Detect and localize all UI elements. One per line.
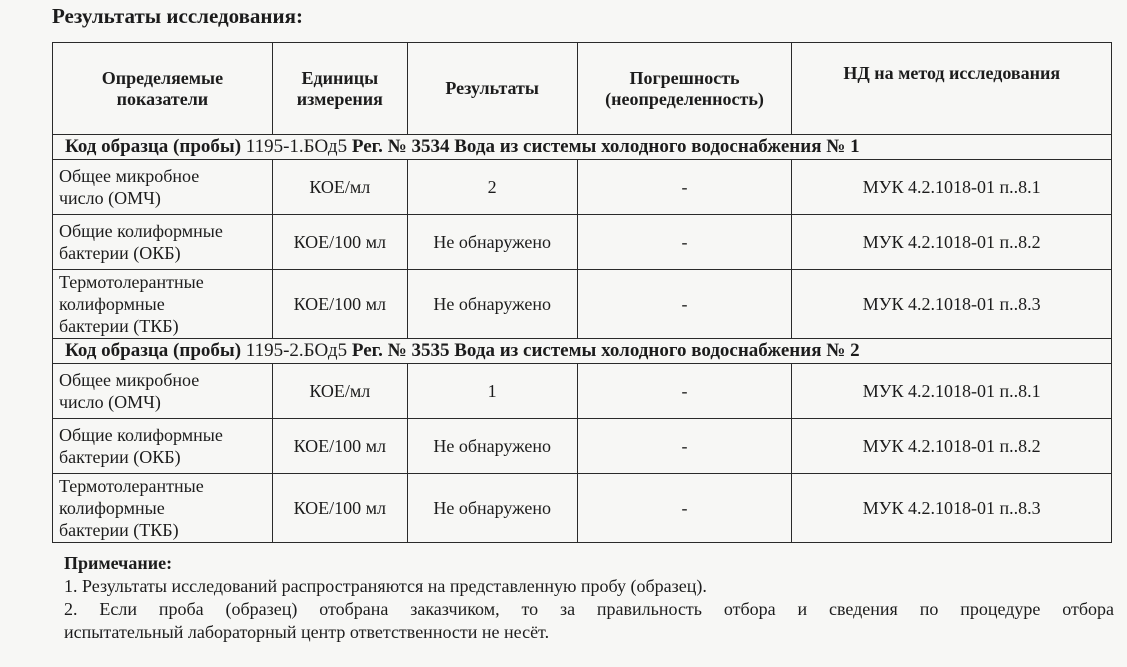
parameter-cell [53, 215, 273, 270]
note-item-continuation: испытательный лабораторный центр ответственности не несёт. [64, 622, 550, 642]
sample-header-row [53, 339, 1112, 364]
unit-cell: КОЕ/мл [272, 160, 407, 215]
error-cell: - [577, 215, 792, 270]
parameter-line: бактерии (ТКБ) [59, 520, 179, 540]
header-indicators-line-1: Определяемые [101, 67, 224, 88]
parameter-line: колиформные [59, 294, 165, 314]
error-cell: - [577, 474, 792, 543]
sample-code: 1195-1.БОд5 [245, 136, 348, 157]
method-cell: МУК 4.2.1018-01 п..8.1 [792, 160, 1112, 215]
sample-description: Рег. № 3534 Вода из системы холодного водоснабжения № 1 [351, 136, 860, 157]
note-item: 1. Результаты исследований распространяются на представленную пробу (образец). [64, 576, 707, 596]
table-row [53, 364, 1112, 419]
parameter-line: бактерии (ОКБ) [59, 447, 181, 467]
unit-cell: КОЕ/мл [272, 364, 407, 419]
table-row [53, 270, 1112, 339]
parameter-cell [53, 474, 273, 543]
sample-code: 1195-2.БОд5 [245, 340, 348, 361]
header-units-line-2: измерения [296, 88, 383, 109]
table-header-row [53, 43, 1112, 135]
error-cell: - [577, 160, 792, 215]
parameter-cell [53, 160, 273, 215]
method-cell: МУК 4.2.1018-01 п..8.3 [792, 474, 1112, 543]
header-results-line-1: Результаты [445, 78, 539, 98]
result-cell: Не обнаружено [407, 270, 577, 339]
parameter-line: бактерии (ОКБ) [59, 243, 181, 263]
table-row [53, 215, 1112, 270]
header-method-line-1: НД на метод исследования [843, 63, 1061, 83]
error-cell: - [577, 364, 792, 419]
parameter-line: Термотолерантные [59, 476, 204, 496]
notes-section [64, 552, 1114, 644]
parameter-cell [53, 419, 273, 474]
result-cell: Не обнаружено [407, 474, 577, 543]
table-row [53, 419, 1112, 474]
header-error-line-1: Погрешность [629, 67, 740, 88]
result-cell: Не обнаружено [407, 215, 577, 270]
header-indicators-line-2: показатели [116, 88, 209, 109]
parameter-line: Общие колиформные [59, 221, 223, 241]
method-cell: МУК 4.2.1018-01 п..8.2 [792, 419, 1112, 474]
result-cell: 1 [407, 364, 577, 419]
method-cell: МУК 4.2.1018-01 п..8.2 [792, 215, 1112, 270]
header-units-line-1: Единицы [301, 67, 379, 88]
header-error-line-2: (неопределенность) [605, 88, 764, 109]
parameter-line: Общие колиформные [59, 425, 223, 445]
result-cell: 2 [407, 160, 577, 215]
parameter-line: колиформные [59, 498, 165, 518]
error-cell: - [577, 270, 792, 339]
unit-cell: КОЕ/100 мл [272, 419, 407, 474]
table-row [53, 474, 1112, 543]
notes-title: Примечание: [64, 553, 173, 573]
error-cell: - [577, 419, 792, 474]
sample-header-row [53, 135, 1112, 160]
header-units [272, 43, 407, 135]
method-cell: МУК 4.2.1018-01 п..8.3 [792, 270, 1112, 339]
parameter-line: число (ОМЧ) [59, 188, 161, 208]
header-indicators [53, 43, 273, 135]
unit-cell: КОЕ/100 мл [272, 474, 407, 543]
parameter-cell [53, 364, 273, 419]
sample-label: Код образца (пробы) [65, 136, 242, 157]
header-method [792, 43, 1112, 135]
sample-header-cell [53, 135, 1112, 160]
unit-cell: КОЕ/100 мл [272, 215, 407, 270]
parameter-line: число (ОМЧ) [59, 392, 161, 412]
results-table [52, 42, 1112, 543]
header-error [577, 43, 792, 135]
parameter-cell [53, 270, 273, 339]
parameter-line: Общее микробное [59, 370, 200, 390]
parameter-line: Общее микробное [59, 166, 200, 186]
page-title: Результаты исследования: [52, 4, 303, 28]
sample-header-cell [53, 339, 1112, 364]
sample-label: Код образца (пробы) [65, 340, 242, 361]
table-row [53, 160, 1112, 215]
parameter-line: бактерии (ТКБ) [59, 316, 179, 336]
method-cell: МУК 4.2.1018-01 п..8.1 [792, 364, 1112, 419]
unit-cell: КОЕ/100 мл [272, 270, 407, 339]
sample-description: Рег. № 3535 Вода из системы холодного водоснабжения № 2 [351, 340, 860, 361]
parameter-line: Термотолерантные [59, 272, 204, 292]
header-results [407, 43, 577, 135]
result-cell: Не обнаружено [407, 419, 577, 474]
note-item: 2. Если проба (образец) отобрана заказчиком, то за правильность отбора и сведения по процедуре отбора [64, 599, 1114, 619]
